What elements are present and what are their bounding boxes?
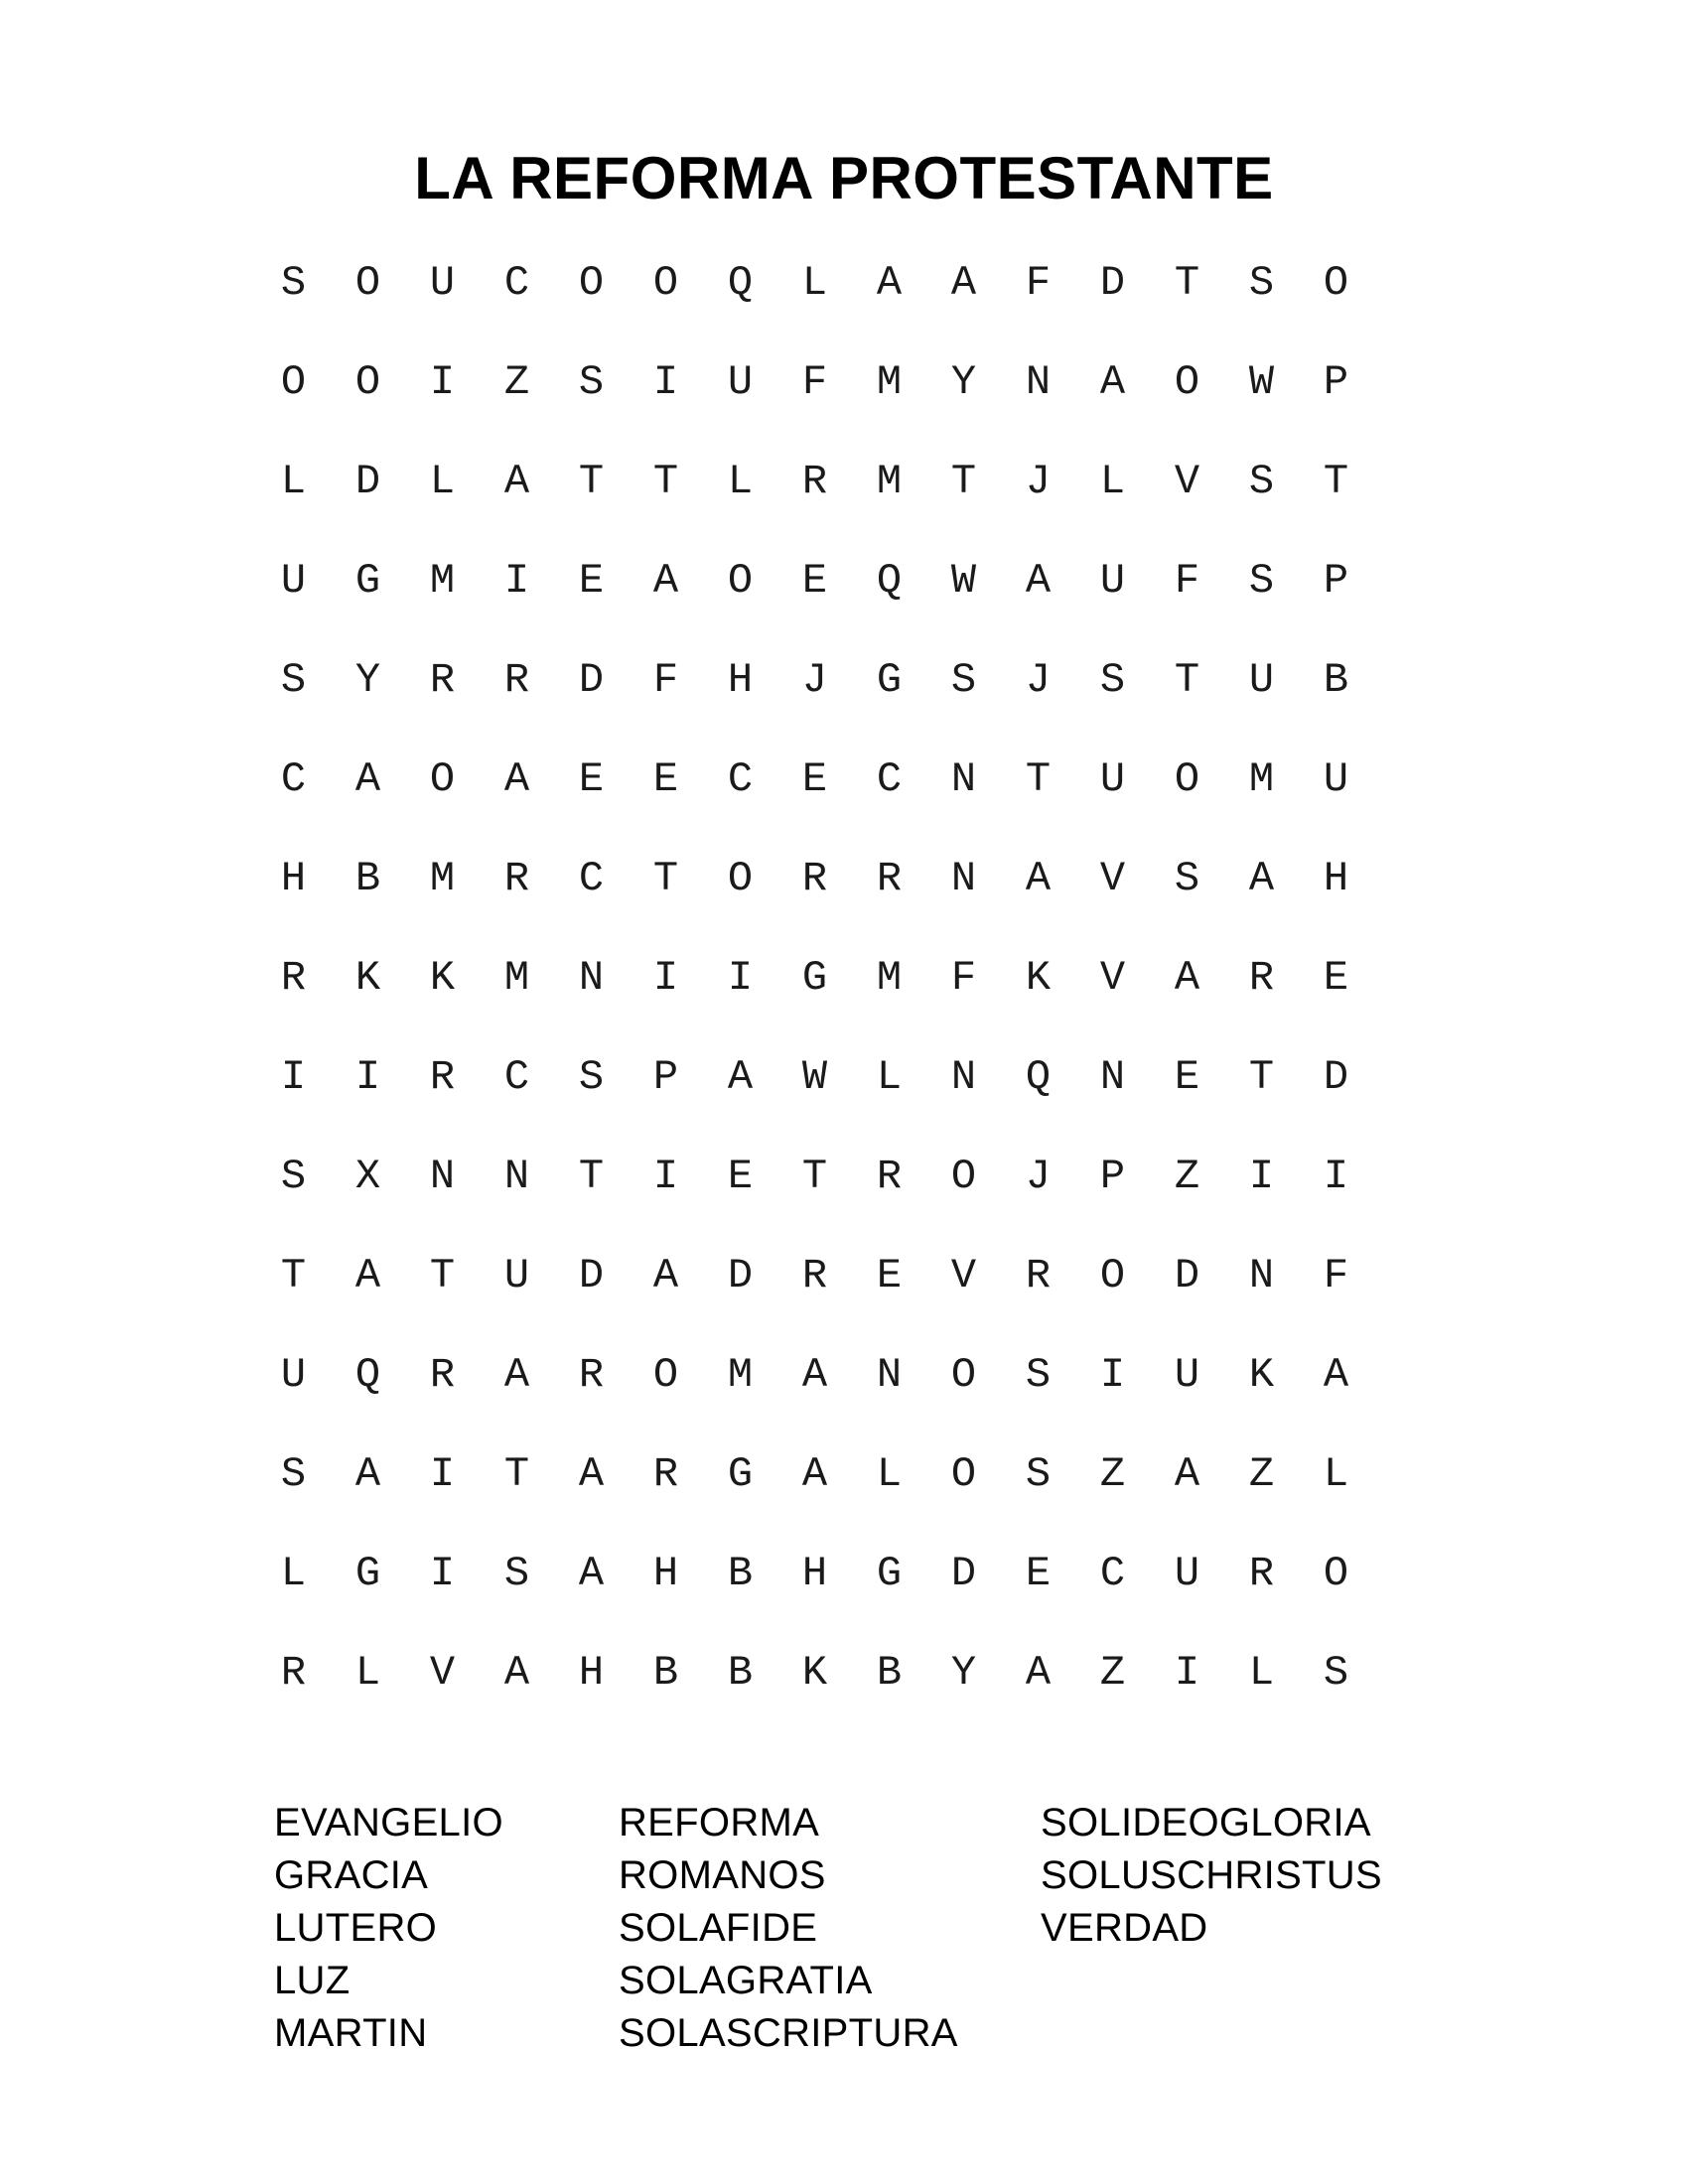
grid-letter[interactable]: D <box>727 1252 754 1299</box>
grid-letter[interactable]: S <box>950 656 977 704</box>
grid-letter[interactable]: F <box>801 358 828 406</box>
grid-letter[interactable]: J <box>1025 656 1052 704</box>
grid-letter[interactable]: R <box>1248 1550 1275 1597</box>
grid-letter[interactable]: R <box>1248 954 1275 1002</box>
grid-letter[interactable]: R <box>801 855 828 902</box>
grid-letter[interactable]: E <box>1323 954 1349 1002</box>
grid-letter[interactable]: A <box>354 755 381 803</box>
grid-letter[interactable]: D <box>1323 1053 1349 1101</box>
grid-letter[interactable]: A <box>801 1450 828 1498</box>
grid-letter[interactable]: A <box>354 1252 381 1299</box>
word-list-item: SOLAFIDE <box>619 1906 818 1950</box>
grid-letter[interactable]: N <box>950 855 977 902</box>
grid-letter[interactable]: I <box>280 1053 307 1101</box>
grid-letter[interactable]: Y <box>950 358 977 406</box>
grid-letter[interactable]: L <box>1323 1450 1349 1498</box>
grid-letter[interactable]: K <box>1025 954 1052 1002</box>
grid-letter[interactable]: E <box>578 755 605 803</box>
grid-letter[interactable]: P <box>1323 358 1349 406</box>
grid-letter[interactable]: I <box>652 954 679 1002</box>
grid-letter[interactable]: A <box>1099 358 1126 406</box>
grid-letter[interactable]: X <box>354 1153 381 1200</box>
grid-letter[interactable]: S <box>1025 1351 1052 1399</box>
grid-letter[interactable]: S <box>503 1550 530 1597</box>
grid-letter[interactable]: D <box>578 1252 605 1299</box>
grid-letter[interactable]: E <box>801 755 828 803</box>
grid-letter[interactable]: I <box>503 557 530 605</box>
grid-letter[interactable]: W <box>950 557 977 605</box>
grid-letter[interactable]: F <box>950 954 977 1002</box>
grid-letter[interactable]: R <box>801 1252 828 1299</box>
grid-letter[interactable]: O <box>950 1153 977 1200</box>
grid-letter[interactable]: A <box>578 1550 605 1597</box>
grid-letter[interactable]: A <box>503 458 530 505</box>
grid-letter[interactable]: T <box>950 458 977 505</box>
grid-letter[interactable]: F <box>1323 1252 1349 1299</box>
grid-letter[interactable]: H <box>1323 855 1349 902</box>
grid-letter[interactable]: I <box>429 1450 456 1498</box>
word-list-item: REFORMA <box>619 1801 820 1844</box>
grid-letter[interactable]: L <box>1099 458 1126 505</box>
grid-letter[interactable]: L <box>876 1053 903 1101</box>
grid-letter[interactable]: Z <box>1174 1153 1200 1200</box>
grid-letter[interactable]: T <box>801 1153 828 1200</box>
grid-letter[interactable]: S <box>280 1450 307 1498</box>
grid-letter[interactable]: G <box>876 1550 903 1597</box>
grid-letter[interactable]: T <box>652 458 679 505</box>
grid-letter[interactable]: R <box>652 1450 679 1498</box>
grid-letter[interactable]: A <box>950 259 977 307</box>
grid-letter[interactable]: T <box>1025 755 1052 803</box>
grid-letter[interactable]: T <box>578 1153 605 1200</box>
grid-letter[interactable]: E <box>578 557 605 605</box>
word-list <box>0 1797 1688 2075</box>
grid-letter[interactable]: A <box>354 1450 381 1498</box>
grid-letter[interactable]: L <box>354 1649 381 1697</box>
grid-letter[interactable]: D <box>950 1550 977 1597</box>
grid-letter[interactable]: T <box>280 1252 307 1299</box>
grid-letter[interactable]: Q <box>727 259 754 307</box>
grid-letter[interactable]: E <box>801 557 828 605</box>
word-list-item: VERDAD <box>1041 1906 1208 1950</box>
grid-letter[interactable]: N <box>950 1053 977 1101</box>
grid-letter[interactable]: D <box>354 458 381 505</box>
grid-letter[interactable]: L <box>280 458 307 505</box>
grid-letter[interactable]: K <box>354 954 381 1002</box>
word-list-column-1 <box>274 1797 503 2060</box>
grid-letter[interactable]: L <box>429 458 456 505</box>
grid-letter[interactable]: Q <box>876 557 903 605</box>
grid-letter[interactable]: U <box>503 1252 530 1299</box>
grid-letter[interactable]: A <box>652 557 679 605</box>
grid-letter[interactable]: M <box>1248 755 1275 803</box>
grid-letter[interactable]: G <box>727 1450 754 1498</box>
grid-letter[interactable]: T <box>503 1450 530 1498</box>
grid-letter[interactable]: R <box>429 1053 456 1101</box>
grid-letter[interactable]: I <box>354 1053 381 1101</box>
grid-letter[interactable]: R <box>801 458 828 505</box>
grid-letter[interactable]: E <box>1025 1550 1052 1597</box>
grid-letter[interactable]: N <box>429 1153 456 1200</box>
grid-letter[interactable]: C <box>280 755 307 803</box>
grid-letter[interactable]: F <box>1025 259 1052 307</box>
word-list-item: MARTIN <box>274 2011 428 2055</box>
grid-letter[interactable]: N <box>950 755 977 803</box>
grid-letter[interactable]: Z <box>503 358 530 406</box>
grid-letter[interactable]: S <box>1174 855 1200 902</box>
grid-letter[interactable]: N <box>1248 1252 1275 1299</box>
grid-letter[interactable]: E <box>1174 1053 1200 1101</box>
grid-letter[interactable]: V <box>1099 855 1126 902</box>
word-list-item: SOLUSCHRISTUS <box>1041 1853 1382 1897</box>
grid-letter[interactable]: H <box>727 656 754 704</box>
grid-letter[interactable]: R <box>876 855 903 902</box>
grid-letter[interactable]: G <box>876 656 903 704</box>
grid-letter[interactable]: B <box>876 1649 903 1697</box>
grid-letter[interactable]: M <box>503 954 530 1002</box>
grid-letter[interactable]: P <box>652 1053 679 1101</box>
grid-letter[interactable]: C <box>503 259 530 307</box>
grid-letter[interactable]: A <box>801 1351 828 1399</box>
grid-letter[interactable]: T <box>1174 259 1200 307</box>
grid-letter[interactable]: R <box>280 1649 307 1697</box>
grid-letter[interactable]: O <box>727 855 754 902</box>
grid-letter[interactable]: N <box>1099 1053 1126 1101</box>
word-search-grid <box>256 248 1373 1737</box>
grid-letter[interactable]: S <box>1248 557 1275 605</box>
grid-letter[interactable]: U <box>280 1351 307 1399</box>
word-list-item: EVANGELIO <box>274 1801 503 1844</box>
grid-letter[interactable]: N <box>876 1351 903 1399</box>
grid-letter[interactable]: Z <box>1099 1649 1126 1697</box>
grid-letter[interactable]: U <box>1323 755 1349 803</box>
grid-letter[interactable]: A <box>1174 954 1200 1002</box>
grid-letter[interactable]: H <box>280 855 307 902</box>
grid-letter[interactable]: O <box>354 358 381 406</box>
grid-letter[interactable]: T <box>652 855 679 902</box>
word-list-item: SOLIDEOGLORIA <box>1041 1801 1371 1844</box>
grid-letter[interactable]: H <box>801 1550 828 1597</box>
grid-letter[interactable]: L <box>727 458 754 505</box>
grid-letter[interactable]: B <box>1323 656 1349 704</box>
grid-letter[interactable]: Y <box>950 1649 977 1697</box>
grid-letter[interactable]: A <box>1025 557 1052 605</box>
grid-letter[interactable]: T <box>1174 656 1200 704</box>
grid-letter[interactable]: Z <box>1248 1450 1275 1498</box>
grid-letter[interactable]: M <box>876 458 903 505</box>
word-list-column-3 <box>1041 1797 1382 1955</box>
grid-letter[interactable]: O <box>950 1351 977 1399</box>
grid-letter[interactable]: V <box>429 1649 456 1697</box>
grid-letter[interactable]: M <box>876 954 903 1002</box>
grid-letter[interactable]: Y <box>354 656 381 704</box>
grid-letter[interactable]: O <box>1323 1550 1349 1597</box>
grid-letter[interactable]: Q <box>1025 1053 1052 1101</box>
grid-letter[interactable]: J <box>1025 1153 1052 1200</box>
grid-letter[interactable]: I <box>652 1153 679 1200</box>
grid-letter[interactable]: B <box>652 1649 679 1697</box>
grid-letter[interactable]: U <box>1248 656 1275 704</box>
grid-letter[interactable]: I <box>652 358 679 406</box>
grid-letter[interactable]: R <box>429 1351 456 1399</box>
grid-letter[interactable]: U <box>280 557 307 605</box>
grid-letter[interactable]: R <box>578 1351 605 1399</box>
word-list-item: ROMANOS <box>619 1853 826 1897</box>
grid-letter[interactable]: A <box>727 1053 754 1101</box>
grid-letter[interactable]: J <box>801 656 828 704</box>
grid-letter[interactable]: M <box>727 1351 754 1399</box>
grid-letter[interactable]: V <box>950 1252 977 1299</box>
grid-letter[interactable]: A <box>503 1649 530 1697</box>
grid-letter[interactable]: O <box>1099 1252 1126 1299</box>
grid-letter[interactable]: U <box>1099 755 1126 803</box>
grid-letter[interactable]: S <box>1248 458 1275 505</box>
grid-letter[interactable]: R <box>503 855 530 902</box>
grid-letter[interactable]: R <box>1025 1252 1052 1299</box>
grid-letter[interactable]: D <box>1099 259 1126 307</box>
grid-letter[interactable]: E <box>652 755 679 803</box>
grid-letter[interactable]: O <box>280 358 307 406</box>
grid-letter[interactable]: O <box>1174 755 1200 803</box>
grid-letter[interactable]: L <box>876 1450 903 1498</box>
grid-letter[interactable]: S <box>1248 259 1275 307</box>
grid-letter[interactable]: I <box>429 358 456 406</box>
grid-letter[interactable]: T <box>429 1252 456 1299</box>
grid-letter[interactable]: N <box>503 1153 530 1200</box>
grid-letter[interactable]: A <box>1248 855 1275 902</box>
grid-letter[interactable]: E <box>876 1252 903 1299</box>
grid-letter[interactable]: U <box>1174 1550 1200 1597</box>
grid-letter[interactable]: C <box>1099 1550 1126 1597</box>
grid-letter[interactable]: K <box>801 1649 828 1697</box>
grid-letter[interactable]: D <box>578 656 605 704</box>
grid-letter[interactable]: S <box>1323 1649 1349 1697</box>
grid-letter[interactable]: A <box>578 1450 605 1498</box>
grid-letter[interactable]: S <box>280 259 307 307</box>
grid-letter[interactable]: O <box>652 259 679 307</box>
grid-letter[interactable]: N <box>1025 358 1052 406</box>
grid-letter[interactable]: S <box>280 1153 307 1200</box>
grid-letter[interactable]: Q <box>354 1351 381 1399</box>
grid-letter[interactable]: A <box>652 1252 679 1299</box>
grid-letter[interactable]: A <box>503 1351 530 1399</box>
grid-letter[interactable]: O <box>429 755 456 803</box>
grid-letter[interactable]: C <box>876 755 903 803</box>
grid-letter[interactable]: T <box>1323 458 1349 505</box>
grid-letter[interactable]: V <box>1174 458 1200 505</box>
grid-letter[interactable]: C <box>578 855 605 902</box>
grid-letter[interactable]: R <box>429 656 456 704</box>
grid-letter[interactable]: K <box>1248 1351 1275 1399</box>
word-list-item: GRACIA <box>274 1853 429 1897</box>
word-list-item: SOLASCRIPTURA <box>619 2011 958 2055</box>
grid-letter[interactable]: F <box>1174 557 1200 605</box>
word-list-item: LUTERO <box>274 1906 438 1950</box>
grid-letter[interactable]: O <box>1323 259 1349 307</box>
grid-letter[interactable]: I <box>1099 1351 1126 1399</box>
grid-letter[interactable]: F <box>652 656 679 704</box>
grid-letter[interactable]: O <box>354 259 381 307</box>
grid-letter[interactable]: I <box>727 954 754 1002</box>
grid-letter[interactable]: O <box>578 259 605 307</box>
word-list-column-2 <box>619 1797 958 2060</box>
grid-letter[interactable]: O <box>950 1450 977 1498</box>
grid-letter[interactable]: I <box>1323 1153 1349 1200</box>
grid-letter[interactable]: A <box>503 755 530 803</box>
grid-letter[interactable]: S <box>578 1053 605 1101</box>
grid-letter[interactable]: L <box>280 1550 307 1597</box>
grid-letter[interactable]: M <box>429 855 456 902</box>
grid-letter[interactable]: H <box>652 1550 679 1597</box>
page-title: LA REFORMA PROTESTANTE <box>414 145 1274 211</box>
grid-letter[interactable]: M <box>876 358 903 406</box>
grid-letter[interactable]: I <box>1248 1153 1275 1200</box>
grid-letter[interactable]: T <box>578 458 605 505</box>
grid-letter[interactable]: I <box>429 1550 456 1597</box>
grid-letter[interactable]: O <box>1174 358 1200 406</box>
grid-letter[interactable]: Z <box>1099 1450 1126 1498</box>
grid-letter[interactable]: T <box>1248 1053 1275 1101</box>
grid-letter[interactable]: A <box>1025 855 1052 902</box>
grid-letter[interactable]: S <box>578 358 605 406</box>
grid-letter[interactable]: U <box>1174 1351 1200 1399</box>
grid-letter[interactable]: P <box>1323 557 1349 605</box>
grid-letter[interactable]: A <box>876 259 903 307</box>
grid-letter[interactable]: R <box>876 1153 903 1200</box>
grid-letter[interactable]: D <box>1174 1252 1200 1299</box>
grid-letter[interactable]: U <box>727 358 754 406</box>
grid-letter[interactable]: P <box>1099 1153 1126 1200</box>
grid-letter[interactable]: C <box>503 1053 530 1101</box>
grid-letter[interactable]: B <box>727 1649 754 1697</box>
grid-letter[interactable]: S <box>280 656 307 704</box>
grid-letter[interactable]: L <box>801 259 828 307</box>
grid-letter[interactable]: A <box>1174 1450 1200 1498</box>
grid-letter[interactable]: R <box>503 656 530 704</box>
grid-letter[interactable]: R <box>280 954 307 1002</box>
grid-letter[interactable]: W <box>1248 358 1275 406</box>
grid-letter[interactable]: W <box>801 1053 828 1101</box>
grid-letter[interactable]: A <box>1323 1351 1349 1399</box>
grid-letter[interactable]: H <box>578 1649 605 1697</box>
grid-letter[interactable]: I <box>1174 1649 1200 1697</box>
grid-letter[interactable]: U <box>429 259 456 307</box>
grid-letter[interactable]: K <box>429 954 456 1002</box>
grid-letter[interactable]: O <box>727 557 754 605</box>
grid-letter[interactable]: V <box>1099 954 1126 1002</box>
grid-letter[interactable]: M <box>429 557 456 605</box>
grid-letter[interactable]: E <box>727 1153 754 1200</box>
grid-letter[interactable]: N <box>578 954 605 1002</box>
grid-letter[interactable]: G <box>354 557 381 605</box>
grid-letter[interactable]: B <box>727 1550 754 1597</box>
grid-letter[interactable]: L <box>1248 1649 1275 1697</box>
word-list-item: LUZ <box>274 1959 351 2002</box>
grid-letter[interactable]: S <box>1025 1450 1052 1498</box>
grid-letter[interactable]: G <box>801 954 828 1002</box>
word-list-item: SOLAGRATIA <box>619 1959 873 2002</box>
grid-letter[interactable]: G <box>354 1550 381 1597</box>
grid-letter[interactable]: C <box>727 755 754 803</box>
grid-letter[interactable]: O <box>652 1351 679 1399</box>
grid-letter[interactable]: A <box>1025 1649 1052 1697</box>
grid-letter[interactable]: B <box>354 855 381 902</box>
grid-letter[interactable]: S <box>1099 656 1126 704</box>
grid-letter[interactable]: J <box>1025 458 1052 505</box>
grid-letter[interactable]: U <box>1099 557 1126 605</box>
